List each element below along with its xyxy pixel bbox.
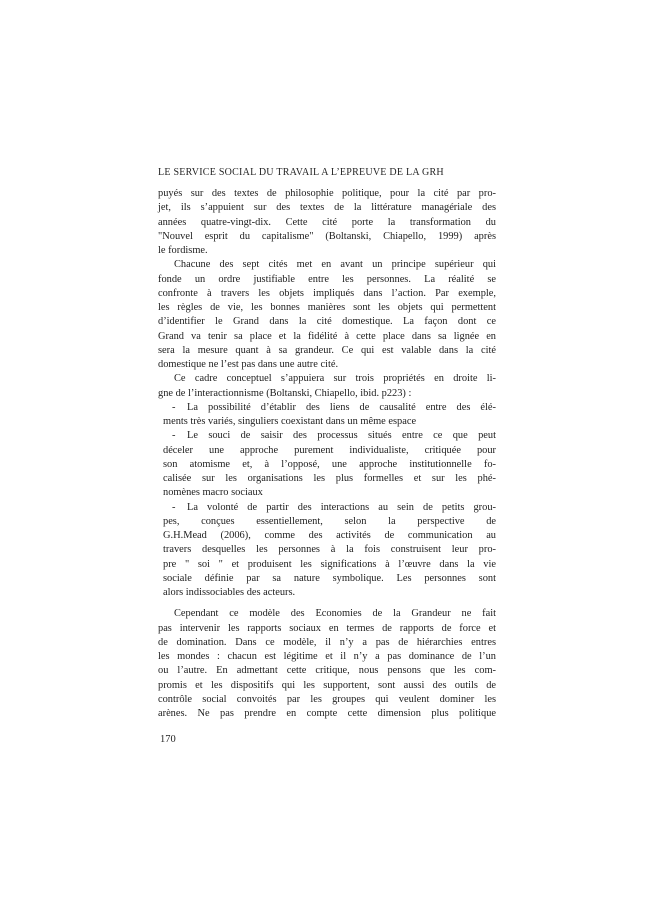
running-header: LE SERVICE SOCIAL DU TRAVAIL A L’EPREUVE DE LA GRH [158, 167, 444, 178]
text-line: sera la mesure quant à sa grandeur. Ce qui est valable dans la cité [158, 344, 496, 356]
text-line: ments très variés, singuliers coexistant dans un même espace [163, 416, 417, 427]
text-line: arènes. Ne pas prendre en compte cette dimension plus politique [158, 708, 496, 719]
text-line: années quatre-vingt-dix. Cette cité porte la transformation du [158, 216, 496, 228]
list-dash-marker: - [172, 401, 176, 413]
text-line: Ce cadre conceptuel s’appuiera sur trois propriétés en droite li- [174, 373, 496, 385]
list-dash-marker: - [172, 430, 176, 442]
text-line: Cependant ce modèle des Economies de la Grandeur ne fait [174, 608, 496, 620]
text-line: pes, conçues essentiellement, selon la perspective de [163, 515, 496, 527]
text-line: ou l’autre. En admettant cette critique, nous pensons que les com- [158, 665, 496, 677]
text-line: pas intervenir les rapports sociaux en termes de rapports de force et [158, 622, 496, 634]
paragraph [158, 187, 496, 258]
text-line: pre " soi " et produisent les significations à l’œuvre dans la vie [163, 558, 496, 570]
text-line: sociale définie par sa nature symbolique. Les personnes sont [163, 572, 496, 584]
text-line: promis et les dispositifs qui les supportent, sont aussi des outils de [158, 679, 496, 691]
list-item [158, 429, 496, 500]
text-line: gne de l’interactionnisme (Boltanski, Chiapello, ibid. p223) : [158, 387, 412, 399]
text-line: - La possibilité d’établir des liens de causalité entre des élé- [158, 401, 496, 415]
text-line: - Le souci de saisir des processus situés entre ce que peut [158, 429, 496, 443]
text-line: confronte à travers les objets impliqués dans l’action. Par exemple, [158, 287, 496, 299]
text-line: calisée sur les organisations les plus formelles et sur les phé- [163, 473, 496, 484]
paragraph [158, 607, 496, 721]
text-line: jet, ils s’appuient sur des textes de la littérature managériale des [158, 202, 496, 214]
text-line: G.H.Mead (2006), comme des activités de communication au [163, 530, 496, 541]
paragraph [158, 372, 496, 401]
page-number: 170 [160, 734, 176, 745]
text-line: déceler une approche purement individualiste, critiquée pour [163, 444, 496, 456]
text-line: contrôle social convoités par les groupes qui veulent dominer les [158, 693, 496, 705]
text-line: - La volonté de partir des interactions au sein de petits grou- [158, 501, 496, 515]
text-line: d’identifier le Grand dans la cité domestique. La façon dont ce [158, 316, 496, 328]
text-line: alors indissociables des acteurs. [163, 587, 296, 598]
list-dash-marker: - [172, 501, 176, 513]
text-line: Grand va tenir sa place et la fidélité à cette place dans sa lignée en [158, 330, 496, 342]
text-line: son atomisme et, à l’opposé, une approche institutionnelle fo- [163, 458, 496, 470]
text-body [158, 187, 496, 721]
text-line: travers desquelles les personnes à la fois construisent leur pro- [163, 544, 496, 556]
text-line: de domination. Dans ce modèle, il n’y a pas de hiérarchies entres [158, 636, 496, 648]
text-line: fonde un ordre justifiable entre les personnes. La réalité se [158, 273, 496, 285]
paragraph [158, 258, 496, 372]
text-line: les règles de vie, les bonnes manières sont les objets qui permettent [158, 302, 496, 313]
list-item [158, 401, 496, 430]
text-line: les mondes : chacun est légitime et il n’y a pas dominance de l’un [158, 651, 496, 662]
text-line: puyés sur des textes de philosophie politique, pour la cité par pro- [158, 188, 496, 199]
text-line: Chacune des sept cités met en avant un principe supérieur qui [174, 259, 496, 271]
list-item [158, 501, 496, 601]
text-line: domestique ne l’est pas dans une autre cité. [158, 359, 339, 370]
text-line: "Nouvel esprit du capitalisme" (Boltanski, Chiapello, 1999) après [158, 230, 496, 242]
text-line: nomènes macro sociaux [163, 487, 263, 499]
text-line: le fordisme. [158, 245, 208, 256]
